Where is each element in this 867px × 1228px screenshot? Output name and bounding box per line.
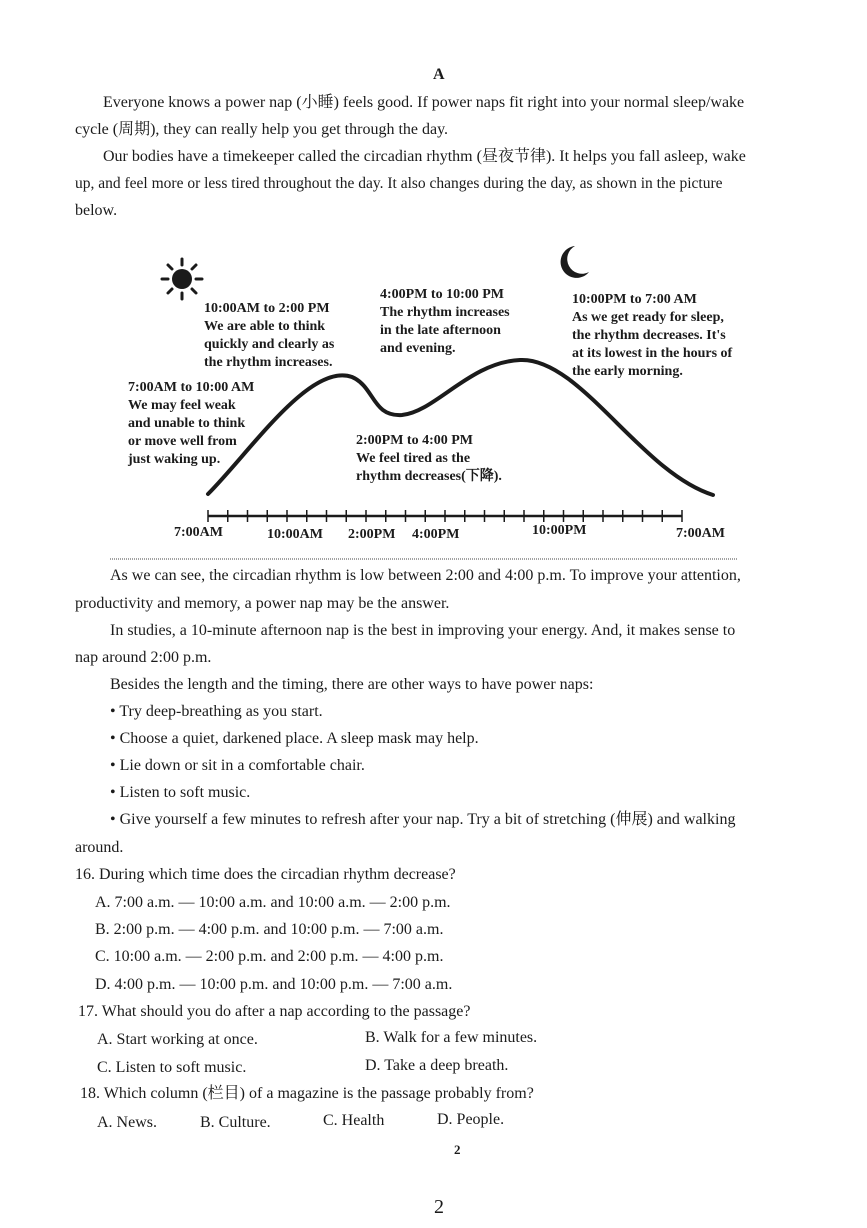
annotation-7am-10am-line: We may feel weak — [128, 398, 236, 413]
annotation-10pm-7am — [572, 291, 732, 381]
annotation-10pm-7am-line: at its lowest in the hours of — [572, 346, 733, 361]
tip-item: • Try deep-breathing as you start. — [110, 703, 323, 720]
question-18-option: A. News. — [97, 1114, 157, 1131]
page-number-small: 2 — [454, 1142, 461, 1157]
page-number-large: 2 — [434, 1196, 444, 1218]
question-18-option: B. Culture. — [200, 1114, 271, 1131]
annotation-10am-2pm-line: We are able to think — [204, 319, 326, 334]
question-18-stem: 18. Which column (栏目) of a magazine is the passage probably from? — [80, 1085, 534, 1102]
moon-icon — [561, 246, 589, 278]
body-line-3: In studies, a 10-minute afternoon nap is the best in improving your energy. And, it makes sense to — [110, 622, 736, 639]
question-16-option: D. 4:00 p.m. — 10:00 p.m. and 10:00 p.m. — 7:00 a.m. — [95, 976, 453, 993]
annotation-7am-10am-line: or move well from — [128, 434, 237, 449]
question-17-option: C. Listen to soft music. — [97, 1059, 247, 1076]
tip-item-continuation: around. — [75, 839, 124, 856]
annotation-7am-10am-line: 7:00AM to 10:00 AM — [128, 380, 255, 395]
annotation-7am-10am-line: just waking up. — [128, 452, 221, 467]
intro-line-3: Our bodies have a timekeeper called the circadian rhythm (昼夜节律). It helps you fall asleep, wake — [103, 148, 746, 165]
annotation-2pm-4pm — [356, 432, 502, 486]
annotation-2pm-4pm-line: rhythm decreases(下降). — [356, 469, 502, 484]
annotation-10pm-7am-line: the early morning. — [572, 364, 683, 379]
question-16-stem: 16. During which time does the circadian rhythm decrease? — [75, 866, 456, 883]
annotation-10pm-7am-line: As we get ready for sleep, — [572, 310, 724, 325]
tip-item: • Give yourself a few minutes to refresh after your nap. Try a bit of stretching (伸展) and walking — [110, 811, 736, 828]
question-18-option: C. Health — [323, 1112, 385, 1129]
question-16-option: C. 10:00 a.m. — 2:00 p.m. and 2:00 p.m. — 4:00 p.m. — [95, 948, 444, 965]
x-tick-label: 10:00PM — [532, 523, 587, 538]
question-16-option: A. 7:00 a.m. — 10:00 a.m. and 10:00 a.m. — 2:00 p.m. — [95, 894, 451, 911]
intro-line-2: cycle (周期), they can really help you get through the day. — [75, 121, 449, 138]
tip-item: • Lie down or sit in a comfortable chair. — [110, 757, 365, 774]
x-tick-label: 4:00PM — [412, 527, 460, 542]
annotation-10am-2pm-line: 10:00AM to 2:00 PM — [204, 301, 330, 316]
question-17-option: A. Start working at once. — [97, 1031, 258, 1048]
question-17-stem: 17. What should you do after a nap according to the passage? — [78, 1003, 471, 1020]
intro-line-4: up, and feel more or less tired throughout the day. It also changes during the day, as shown in the picture — [75, 175, 723, 192]
body-line-4: nap around 2:00 p.m. — [75, 649, 212, 666]
x-tick-label: 7:00AM — [174, 525, 223, 540]
annotation-2pm-4pm-line: We feel tired as the — [356, 451, 471, 466]
x-tick-label: 2:00PM — [348, 527, 396, 542]
question-17-option: B. Walk for a few minutes. — [365, 1029, 538, 1046]
annotation-10am-2pm-line: quickly and clearly as — [204, 337, 335, 352]
annotation-7am-10am — [128, 379, 254, 469]
question-16-option: B. 2:00 p.m. — 4:00 p.m. and 10:00 p.m. — 7:00 a.m. — [95, 921, 444, 938]
question-17-option: D. Take a deep breath. — [365, 1057, 509, 1074]
annotation-10pm-7am-line: the rhythm decreases. It's — [572, 328, 726, 343]
body-line-2: productivity and memory, a power nap may be the answer. — [75, 595, 450, 612]
intro-line-1: Everyone knows a power nap (小睡) feels good. If power naps fit right into your normal sleep/wake — [103, 94, 745, 111]
question-18-option: D. People. — [437, 1111, 505, 1128]
body-line-1: As we can see, the circadian rhythm is low between 2:00 and 4:00 p.m. To improve your attention, — [110, 567, 741, 584]
tip-item: • Listen to soft music. — [110, 784, 251, 801]
annotation-4pm-10pm-line: The rhythm increases — [380, 305, 510, 320]
sun-icon — [162, 259, 202, 299]
section-title: A — [433, 66, 445, 83]
annotation-4pm-10pm-line: and evening. — [380, 341, 456, 356]
tip-item: • Choose a quiet, darkened place. A sleep mask may help. — [110, 730, 479, 747]
intro-line-5: below. — [75, 202, 118, 219]
circadian-rhythm-chart — [110, 232, 750, 562]
annotation-10pm-7am-line: 10:00PM to 7:00 AM — [572, 292, 697, 307]
annotation-10am-2pm-line: the rhythm increases. — [204, 355, 333, 370]
annotation-4pm-10pm-line: in the late afternoon — [380, 323, 501, 338]
x-tick-label: 7:00AM — [676, 526, 725, 541]
annotation-2pm-4pm-line: 2:00PM to 4:00 PM — [356, 433, 474, 448]
annotation-4pm-10pm-line: 4:00PM to 10:00 PM — [380, 287, 505, 302]
body-line-5: Besides the length and the timing, there are other ways to have power naps: — [110, 676, 594, 693]
annotation-7am-10am-line: and unable to think — [128, 416, 246, 431]
annotation-10am-2pm — [204, 300, 334, 372]
annotation-4pm-10pm — [380, 286, 510, 358]
x-tick-label: 10:00AM — [267, 527, 323, 542]
